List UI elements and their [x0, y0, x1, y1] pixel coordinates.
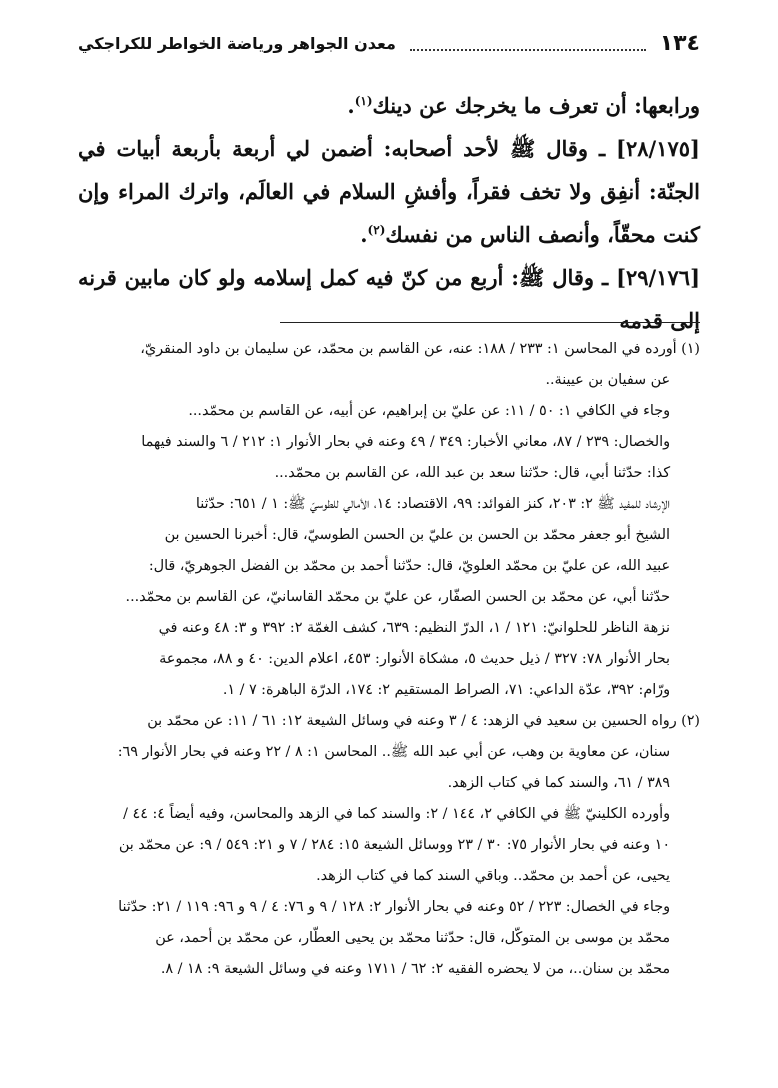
- footnote-line: سنان، عن معاوية بن وهب، عن أبي عبد الله ﷺ.. المحاسن ١: ٨ / ٢٢ وعنه في بحار الأنوار ٦٩:: [117, 744, 670, 760]
- paragraph-1-text: ورابعها: أن تعرف ما يخرجك عن دينك: [372, 93, 700, 118]
- footnote-line: وجاء في الكافي ١: ٥٠ / ١١: عن عليّ بن إبراهيم، عن أبيه، عن القاسم بن محمّد...: [188, 403, 670, 419]
- header-dotted-leader: [410, 35, 646, 51]
- footnote-separator: [280, 322, 700, 323]
- footnote-2: [78, 706, 700, 985]
- running-title: معدن الجواهر ورياضة الخواطر للكراجكي: [78, 33, 396, 53]
- footnote-line: ١٠ وعنه في بحار الأنوار ٧٥: ٣٠ / ٢٣ ووسائل الشيعة ١٥: ٢٨٤ / ٧ و ٢١: ٥٤٩ / ٩: عن محمّد بن: [118, 837, 670, 853]
- footnote-line: والخصال: ٢٣٩ / ٨٧، معاني الأخبار: ٣٤٩ / ٤٩ وعنه في بحار الأنوار ١: ٢١٢ / ٦ والسند فيهما: [141, 434, 670, 450]
- footnote-line: نزهة الناظر للحلوانيّ: ١٢١ / ١، الدرّ النظيم: ٦٣٩، كشف الغمّة ٢: ٣٩٢ و ٣: ٤٨ وعنه في: [158, 620, 670, 636]
- footnote-line: كذا: حدّثنا أبي، قال: حدّثنا سعد بن عبد الله، عن القاسم بن محمّد...: [274, 465, 670, 481]
- hadith-number-29: [٢٩/١٧٦]: [616, 265, 701, 290]
- footnote-line: ٣٨٩ / ٦١، والسند كما في كتاب الزهد.: [447, 775, 670, 791]
- footnote-line: محمّد بن موسى بن المتوكّل، قال: حدّثنا محمّد بن يحيى العطّار، عن محمّد بن أحمد، عن: [155, 930, 670, 946]
- footnote-line: وجاء في الخصال: ٢٢٣ / ٥٢ وعنه في بحار الأنوار ٢: ١٢٨ / ٩ و ٧٦: ٤ / ٩ و ٩٦: ١١٩ / ٢١: حدّثنا: [118, 899, 670, 915]
- footnote-line: الإرشاد للمفيد ﷺ ٢: ٢٠٣، كنز الفوائد: ٩٩، الاقتصاد: ١٤، الأمالي للطوسيّ ﷺ: ١ / ٦٥١: حدّثنا: [195, 496, 670, 512]
- footnote-line: عبيد الله، عن عليّ بن محمّد العلويّ، قال: حدّثنا أحمد بن محمّد بن الفضل الجوهريّ، قال:: [148, 558, 670, 574]
- paragraph-3-text: ـ وقال ﷺ: أربع من كنّ فيه كمل إسلامه ولو كان مابين قرنه إلى قدمه: [78, 265, 700, 333]
- paragraph-2-end: .: [360, 222, 368, 247]
- page-number: ١٣٤: [659, 30, 700, 56]
- main-text: [78, 84, 700, 342]
- paragraph-1: ورابعها: أن تعرف ما يخرجك عن دينك$^{(١)}$.: [347, 93, 700, 118]
- paragraph-2-text: ـ وقال ﷺ لأحد أصحابه: أضمن لي أربعة بأربعة أبيات في الجنّة: أنفِق ولا تخف فقراً، وأفشِ السلام في العالَم، واترك المراء وإن كنت محقّاً، وأنصف الناس من نفسك: [78, 136, 700, 247]
- footnote-line: بحار الأنوار ٧٨: ٣٢٧ / ذيل حديث ٥، مشكاة الأنوار: ٤٥٣، اعلام الدين: ٤٠ و ٨٨، مجموعة: [159, 651, 670, 667]
- footnote-ref-2: (٢): [367, 223, 386, 237]
- footnote-line: يحيى، عن أحمد بن محمّد.. وباقي السند كما في كتاب الزهد.: [316, 868, 670, 884]
- page-header: [78, 28, 700, 58]
- footnote-line: محمّد بن سنان..، من لا يحضره الفقيه ٢: ٦٢ / ١٧١١ وعنه في وسائل الشيعة ٩: ١٨ / ٨.: [160, 961, 670, 977]
- hadith-number-28: [٢٨/١٧٥]: [616, 136, 700, 161]
- paragraph-2: [78, 127, 700, 256]
- footnote-line: (٢) رواه الحسين بن سعيد في الزهد: ٤ / ٣ وعنه في وسائل الشيعة ١٢: ٦١ / ١١: عن محمّد بن: [147, 713, 700, 729]
- footnote-line: ورّام: ٣٩٢، عدّة الداعي: ٧١، الصراط المستقيم ٢: ١٧٤، الدرّة الباهرة: ٧ / ١.: [222, 682, 670, 698]
- paragraph-3: [78, 256, 700, 342]
- footnotes: [78, 334, 700, 985]
- footnote-line: (١) أورده في المحاسن ١: ٢٣٣ / ١٨٨: عنه، عن القاسم بن محمّد، عن سليمان بن داود المنقريّ،: [140, 341, 700, 357]
- footnote-1: [78, 334, 700, 706]
- footnote-line: وأورده الكلينيّ ﷺ في الكافي ٢، ١٤٤ / ٢: والسند كما في الزهد والمحاسن، وفيه أيضاً ٤: ٤٤ /: [123, 806, 670, 822]
- footnote-line: الشيخ أبو جعفر محمّد بن الحسن بن عليّ بن الحسن الطوسيّ، قال: أخبرنا الحسين بن: [164, 527, 670, 543]
- footnote-ref-1: (١): [354, 94, 373, 108]
- footnote-line: عن سفيان بن عيينة..: [545, 372, 670, 388]
- footnote-line: حدّثنا أبي، عن محمّد بن الحسن الصفّار، عن عليّ بن محمّد القاسانيّ، عن القاسم بن محمّد...: [125, 589, 670, 605]
